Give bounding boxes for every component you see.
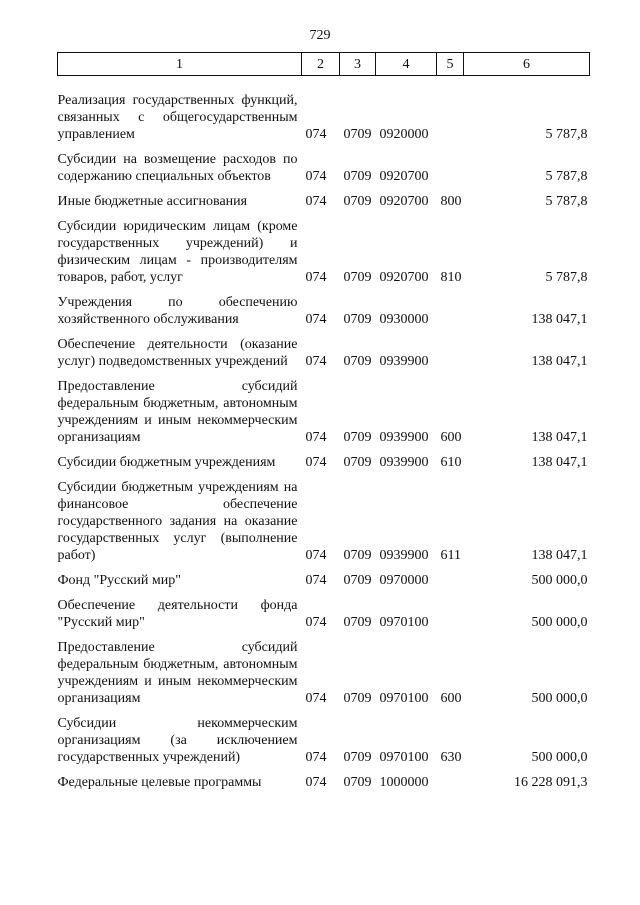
row-target-code: 0920700 <box>379 194 429 209</box>
table-row <box>58 151 590 193</box>
row-ministry-code: 074 <box>305 775 327 790</box>
row-section-code: 0709 <box>343 127 372 142</box>
row-ministry-code: 074 <box>305 573 327 588</box>
table-row <box>58 597 590 639</box>
row-expense-type: 611 <box>440 548 461 563</box>
row-expense-type: 600 <box>440 430 462 445</box>
row-amount: 500 000,0 <box>531 615 588 630</box>
header-col-2: 2 <box>302 53 340 76</box>
row-amount: 5 787,8 <box>545 169 588 184</box>
row-name: Субсидии некоммерческим организациям (за исключением государственных учреждений) <box>57 716 298 765</box>
row-section-code: 0709 <box>343 615 372 630</box>
row-name: Предоставление субсидий федеральным бюджетным, автономным учреждениям и иным некоммерческим организациям <box>57 379 298 445</box>
header-col-4: 4 <box>376 53 437 76</box>
row-ministry-code: 074 <box>305 312 327 327</box>
row-section-code: 0709 <box>343 354 372 369</box>
row-name: Субсидии бюджетным учреждениям <box>57 455 276 470</box>
row-amount: 5 787,8 <box>545 127 588 142</box>
table-row <box>58 454 590 479</box>
row-ministry-code: 074 <box>305 354 327 369</box>
row-expense-type: 810 <box>440 270 462 285</box>
table-row <box>58 715 590 774</box>
row-section-code: 0709 <box>343 750 372 765</box>
row-target-code: 0939900 <box>379 354 429 369</box>
row-amount: 5 787,8 <box>545 270 588 285</box>
row-target-code: 0920700 <box>379 270 429 285</box>
row-target-code: 0920000 <box>379 127 429 142</box>
row-amount: 138 047,1 <box>531 548 588 563</box>
row-target-code: 0939900 <box>379 430 429 445</box>
row-expense-type <box>437 151 464 193</box>
row-target-code: 0939900 <box>379 548 429 563</box>
row-expense-type <box>437 294 464 336</box>
row-ministry-code: 074 <box>305 455 327 470</box>
row-target-code: 0920700 <box>379 169 429 184</box>
row-target-code: 1000000 <box>379 775 429 790</box>
row-amount: 138 047,1 <box>531 354 588 369</box>
row-ministry-code: 074 <box>305 127 327 142</box>
header-col-3: 3 <box>340 53 376 76</box>
row-name: Субсидии на возмещение расходов по содержанию специальных объектов <box>57 152 298 184</box>
row-ministry-code: 074 <box>305 548 327 563</box>
table-row <box>58 639 590 715</box>
row-section-code: 0709 <box>343 270 372 285</box>
row-expense-type <box>437 572 464 597</box>
row-expense-type <box>437 92 464 151</box>
table-spacer <box>58 76 590 93</box>
table-row <box>58 479 590 572</box>
row-name: Федеральные целевые программы <box>57 775 262 790</box>
row-section-code: 0709 <box>343 169 372 184</box>
row-expense-type: 800 <box>440 194 462 209</box>
row-target-code: 0970100 <box>379 750 429 765</box>
row-ministry-code: 074 <box>305 194 327 209</box>
row-expense-type <box>437 774 464 799</box>
row-ministry-code: 074 <box>305 750 327 765</box>
row-section-code: 0709 <box>343 312 372 327</box>
row-section-code: 0709 <box>343 194 372 209</box>
table-row <box>58 378 590 454</box>
table-header <box>58 53 590 76</box>
row-ministry-code: 074 <box>305 615 327 630</box>
header-col-1: 1 <box>58 53 302 76</box>
table-body <box>58 76 590 800</box>
header-col-6: 6 <box>464 53 590 76</box>
row-section-code: 0709 <box>343 455 372 470</box>
row-section-code: 0709 <box>343 573 372 588</box>
row-target-code: 0970000 <box>379 573 429 588</box>
row-ministry-code: 074 <box>305 691 327 706</box>
header-col-5: 5 <box>437 53 464 76</box>
row-name: Предоставление субсидий федеральным бюджетным, автономным учреждениям и иным некоммерческим организациям <box>57 640 298 706</box>
row-section-code: 0709 <box>343 430 372 445</box>
table-row <box>58 193 590 218</box>
row-target-code: 0939900 <box>379 455 429 470</box>
table-row <box>58 218 590 294</box>
row-expense-type <box>437 336 464 378</box>
row-ministry-code: 074 <box>305 169 327 184</box>
row-name: Иные бюджетные ассигнования <box>57 194 248 209</box>
row-section-code: 0709 <box>343 775 372 790</box>
table-row <box>58 294 590 336</box>
row-expense-type: 600 <box>440 691 462 706</box>
row-name: Обеспечение деятельности фонда "Русский мир" <box>57 598 298 630</box>
row-name: Реализация государственных функций, связанных с общегосударственным управлением <box>57 93 298 142</box>
row-amount: 500 000,0 <box>531 691 588 706</box>
table-row <box>58 572 590 597</box>
table-row <box>58 774 590 799</box>
row-amount: 5 787,8 <box>545 194 588 209</box>
row-ministry-code: 074 <box>305 430 327 445</box>
row-amount: 138 047,1 <box>531 455 588 470</box>
row-amount: 138 047,1 <box>531 312 588 327</box>
budget-table <box>57 52 590 799</box>
page-number: 729 <box>309 28 331 43</box>
row-target-code: 0970100 <box>379 691 429 706</box>
row-amount: 138 047,1 <box>531 430 588 445</box>
row-amount: 500 000,0 <box>531 750 588 765</box>
row-expense-type <box>437 597 464 639</box>
row-section-code: 0709 <box>343 548 372 563</box>
row-amount: 16 228 091,3 <box>514 775 588 790</box>
row-target-code: 0930000 <box>379 312 429 327</box>
table-row <box>58 92 590 151</box>
row-amount: 500 000,0 <box>531 573 588 588</box>
row-ministry-code: 074 <box>305 270 327 285</box>
row-name: Учреждения по обеспечению хозяйственного обслуживания <box>57 295 298 327</box>
row-name: Субсидии юридическим лицам (кроме государственных учреждений) и физическим лицам - производителям товаров, работ, услуг <box>57 219 298 285</box>
row-name: Субсидии бюджетным учреждениям на финансовое обеспечение государственного задания на оказание государственных услуг (выполнение работ) <box>57 480 298 563</box>
row-target-code: 0970100 <box>379 615 429 630</box>
row-expense-type: 610 <box>440 455 462 470</box>
row-expense-type: 630 <box>440 750 462 765</box>
row-section-code: 0709 <box>343 691 372 706</box>
row-name: Обеспечение деятельности (оказание услуг) подведомственных учреждений <box>57 337 298 369</box>
row-name: Фонд "Русский мир" <box>57 573 181 588</box>
table-row <box>58 336 590 378</box>
